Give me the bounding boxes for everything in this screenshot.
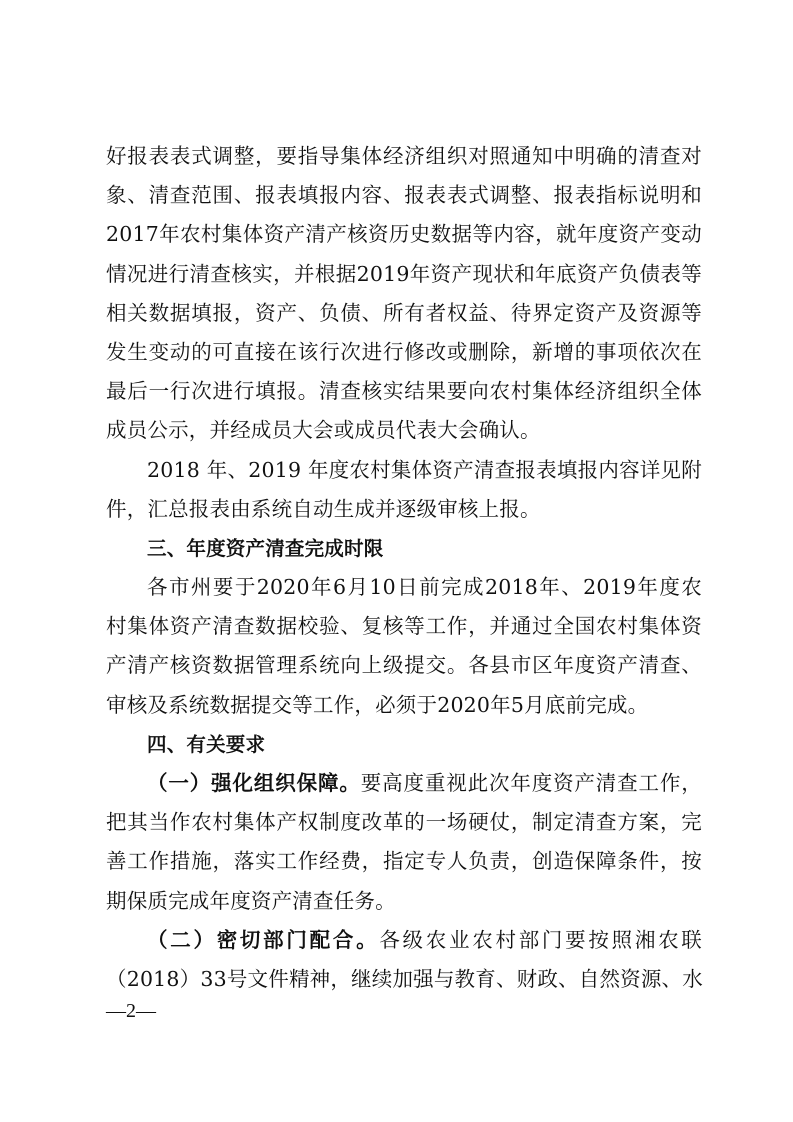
text-line: 发生变动的可直接在该行次进行修改或删除，新增的事项依次在 xyxy=(106,339,702,364)
section-4 xyxy=(106,725,702,999)
text-line: 善工作措施，落实工作经费，指定专人负责，创造保障条件，按 xyxy=(106,849,702,874)
item-title: （二）密切部门配合。 xyxy=(147,927,380,952)
text-line: 最后一行次进行填报。清查核实结果要向农村集体经济组织全体 xyxy=(106,379,702,404)
paragraph-1 xyxy=(106,137,702,451)
text-line: 2018 年、2019 年度农村集体资产清查报表填报内容详见附 xyxy=(147,457,702,482)
document-page xyxy=(106,137,702,999)
text-line: （2018）33号文件精神，继续加强与教育、财政、自然资源、水 xyxy=(106,966,703,991)
text-line: 把其当作农村集体产权制度改革的一场硬仗，制定清查方案，完 xyxy=(106,810,702,835)
text-line: 2017年农村集体资产清产核资历史数据等内容，就年度资产变动 xyxy=(106,222,702,247)
requirement-item-1 xyxy=(106,764,702,921)
text-line: 情况进行清查核实，并根据2019年资产现状和年底资产负债表等 xyxy=(106,261,702,286)
text-line: 象、清查范围、报表填报内容、报表表式调整、报表指标说明和 xyxy=(106,183,702,208)
text-line: 成员公示，并经成员大会或成员代表大会确认。 xyxy=(106,418,541,443)
item-text: 要高度重视此次年度资产清查工作， xyxy=(360,771,702,795)
section-heading: 三、年度资产清查完成时限 xyxy=(147,536,384,560)
item-text: 各级农业农村部门要按照湘农联 xyxy=(379,927,703,952)
text-line xyxy=(106,764,702,803)
text-line: 好报表表式调整，要指导集体经济组织对照通知中明确的清查对 xyxy=(106,144,702,168)
text-line: 审核及系统数据提交等工作，必须于2020年5月底前完成。 xyxy=(106,692,649,717)
text-line xyxy=(106,921,702,960)
section-heading: 四、有关要求 xyxy=(147,732,266,756)
text-line: 件，汇总报表由系统自动生成并逐级审核上报。 xyxy=(106,496,541,521)
section-3 xyxy=(106,529,702,725)
text-line: 相关数据填报，资产、负债、所有者权益、待界定资产及资源等 xyxy=(106,300,702,325)
paragraph-2 xyxy=(106,451,702,529)
item-title: （一）强化组织保障。 xyxy=(147,771,361,795)
page-number: —2— xyxy=(106,1000,156,1022)
text-line: 产清产核资数据管理系统向上级提交。各县市区年度资产清查、 xyxy=(106,653,702,678)
text-line: 各市州要于2020年6月10日前完成2018年、2019年度农 xyxy=(147,575,702,600)
text-line: 村集体资产清查数据校验、复核等工作，并通过全国农村集体资 xyxy=(106,614,702,639)
text-line: 期保质完成年度资产清查任务。 xyxy=(106,888,396,913)
requirement-item-2 xyxy=(106,921,702,999)
